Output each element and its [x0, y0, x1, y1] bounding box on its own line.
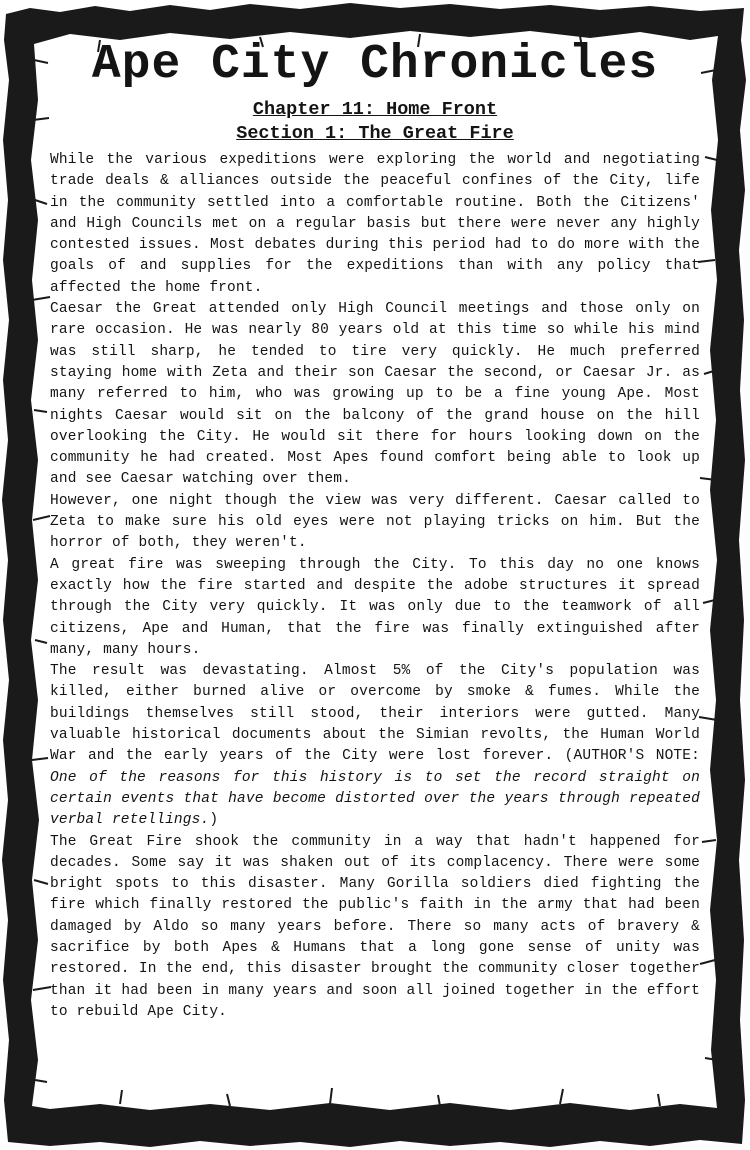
- paragraph: While the various expeditions were exploring the world and negotiating trade deals & alliances outside the peaceful confines of the City, life in the community settled into a comfortable routine. Both the Citizens' and High Councils met on a regular basis but there were never any highly contested issues. Most debates during this period had to do more with the goals of and supplies for the expeditions than with any policy that affected the home front.: [50, 152, 700, 296]
- section-heading: Section 1: The Great Fire: [236, 123, 514, 144]
- chapter-heading: Chapter 11: Home Front: [252, 99, 498, 120]
- paragraph: The Great Fire shook the community in a way that hadn't happened for decades. Some say it was shaken out of its complacency. There were some bright spots to this disaster. Many Gorilla soldiers died fighting the fire which finally restored the public's faith in the army that had been damaged by Aldo so many years before. There so many acts of bravery & sacrifice by both Apes & Humans that a long gone sense of unity was restored. In the end, this disaster brought the community closer together than it had been in many years and soon all joined together in the effort to rebuild Ape City.: [50, 833, 700, 1020]
- paragraph: A great fire was sweeping through the City. To this day no one knows exactly how the fire started and despite the adobe structures it spread through the City very quickly. It was only due to the teamwork of all citizens, Ape and Human, that the fire was finally extinguished after many, many hours.: [50, 556, 700, 658]
- paragraph: However, one night though the view was very different. Caesar called to Zeta to make sure his old eyes were not playing tricks on him. But the horror of both, they weren't.: [50, 492, 700, 552]
- body-text: [50, 150, 700, 1023]
- paragraph: Caesar the Great attended only High Council meetings and those only on rare occasion. He was nearly 80 years old at this time so while his mind was still sharp, he tended to tire very quickly. He much preferred staying home with Zeta and their son Caesar the second, or Caesar Jr. as many referred to him, who was growing up to be a fine young Ape. Most nights Caesar would sit on the balcony of the grand house on the hill overlooking the City. He would sit there for hours looking down on the community he had created. Most Apes found comfort being able to look up and see Caesar watching over them.: [50, 301, 700, 488]
- authors-note-close: ): [209, 812, 219, 829]
- document-content: [50, 36, 700, 1023]
- paragraph-authors-note: [50, 661, 700, 831]
- authors-note-text: One of the reasons for this history is to set the record straight on certain events that have become distorted over the years through repeated verbal retellings.: [50, 769, 700, 829]
- document-title: Ape City Chronicles: [91, 38, 659, 92]
- paragraph-text: The result was devastating. Almost 5% of the City's population was killed, either burned alive or overcome by smoke & fumes. While the buildings themselves still stood, their interiors were gutted. Many valuable historical documents about the Simian revolts, the Human World War and the early years of the City were lost forever. (AUTHOR'S NOTE:: [50, 663, 700, 765]
